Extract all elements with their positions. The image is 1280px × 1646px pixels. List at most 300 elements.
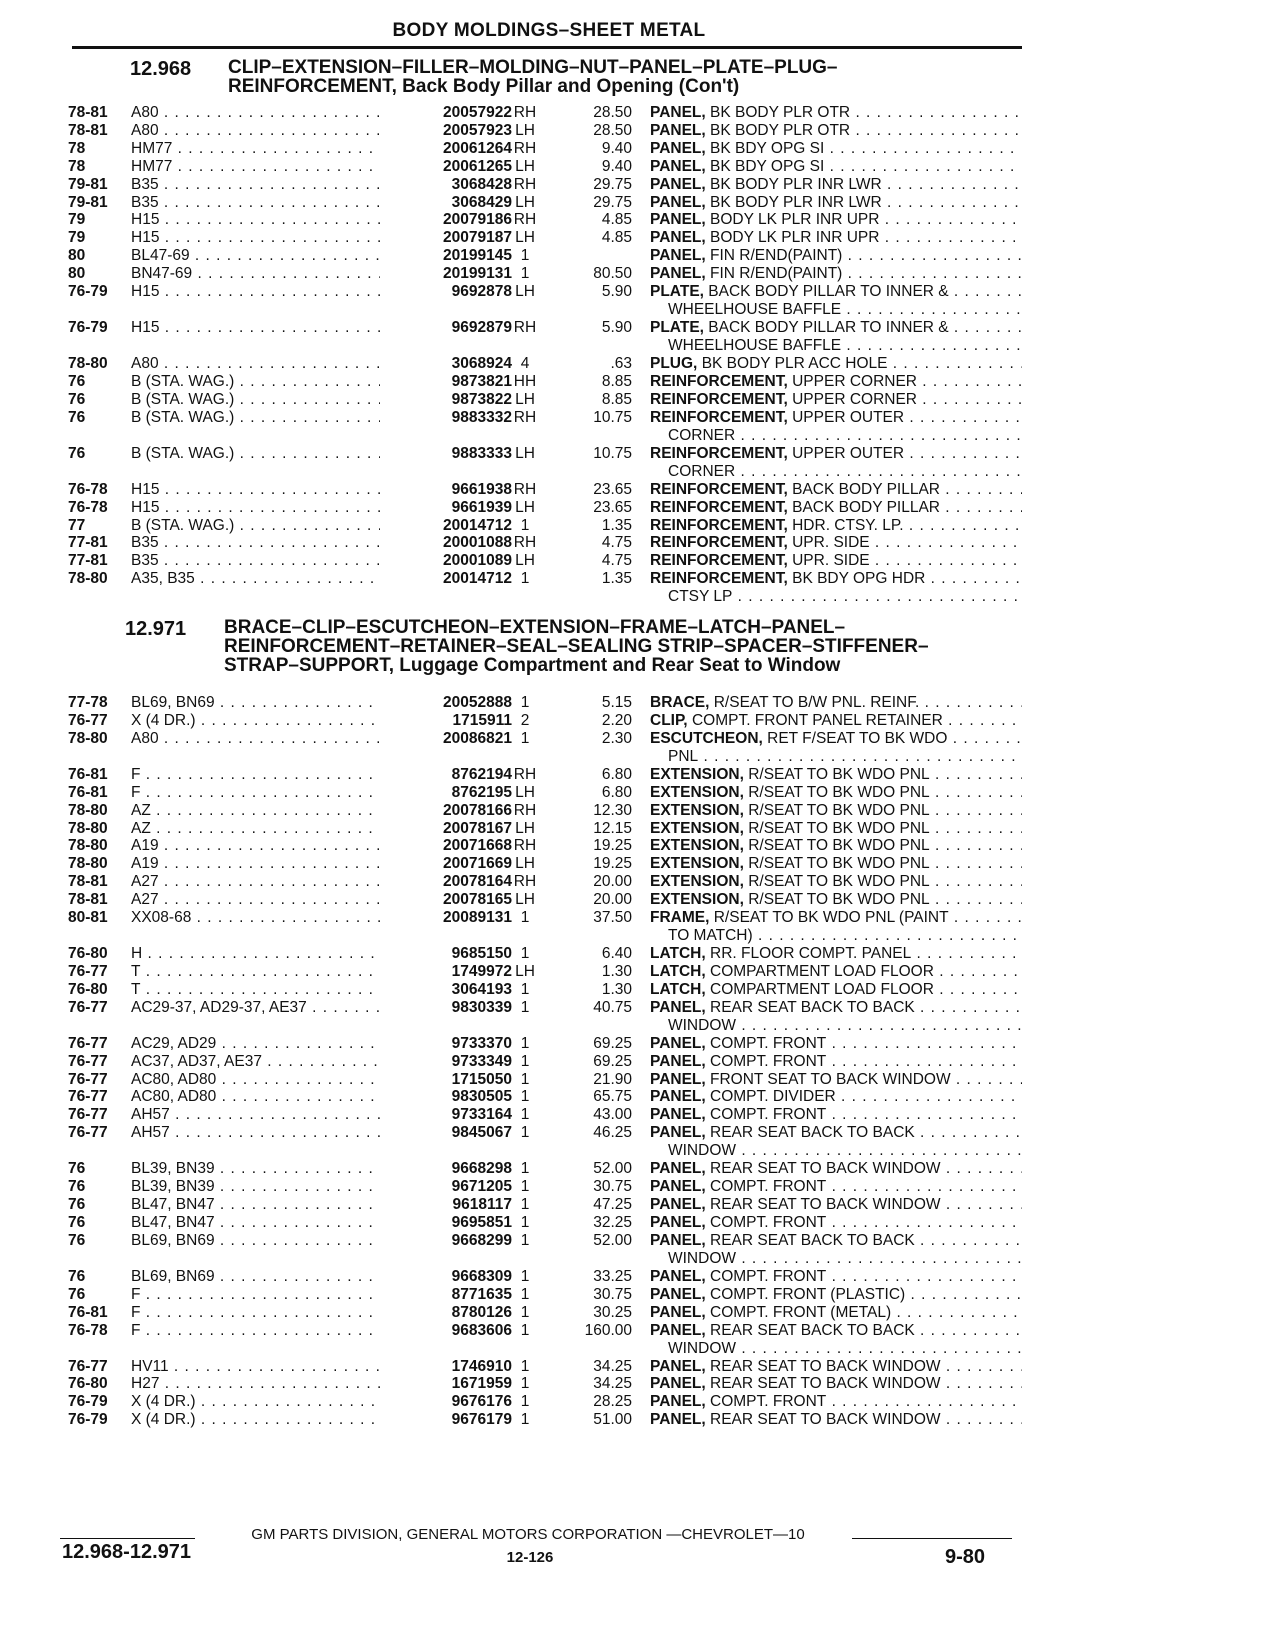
price-cell: 6.80	[601, 765, 632, 783]
model-cell: BL39, BN39 . . .	[131, 1160, 411, 1178]
description-heading: REINFORCEMENT,	[650, 408, 788, 426]
quantity-cell: 1	[520, 1267, 530, 1285]
table-row	[0, 1321, 1280, 1357]
part-number-cell: 9661938	[380, 481, 512, 499]
model-cell: BL47, BN47 . . .	[131, 1214, 411, 1232]
year-cell: 79	[68, 229, 86, 247]
part-number-cell: 1715911	[380, 712, 512, 730]
year-cell: 76-80	[68, 1375, 108, 1393]
model-cell: B35 . . .	[131, 534, 411, 552]
description-heading: REINFORCEMENT,	[650, 498, 788, 516]
table-row	[0, 158, 1280, 176]
model-cell: B (STA. WAG.) . . .	[131, 517, 411, 535]
year-cell: 79-81	[68, 175, 108, 193]
description-text: R/SEAT TO BK WDO PNL	[748, 837, 930, 855]
description-text: COMPT. FRONT	[710, 1267, 827, 1285]
quantity-cell: RH	[513, 408, 537, 426]
description-heading: LATCH,	[650, 945, 706, 962]
table-row	[0, 140, 1280, 158]
year-cell: 78-81	[68, 891, 108, 909]
price-cell: 8.85	[601, 390, 632, 408]
part-number-cell: 20061264	[380, 140, 512, 158]
description-heading: PANEL,	[650, 1160, 706, 1178]
price-cell: 80.50	[593, 265, 632, 283]
description-heading: REINFORCEMENT,	[650, 534, 788, 552]
model-cell: BL47, BN47 . . .	[131, 1196, 411, 1214]
description-cell	[650, 1286, 1022, 1304]
part-number-cell: 20078165	[380, 891, 512, 909]
description-heading: PANEL,	[650, 1285, 706, 1303]
description-heading: PANEL,	[650, 1357, 706, 1375]
description-text: UPR. SIDE	[792, 534, 870, 552]
quantity-cell: RH	[513, 139, 537, 157]
description-text: COMPARTMENT LOAD FLOOR	[710, 980, 934, 998]
price-cell: 37.50	[593, 909, 632, 926]
quantity-cell: 1	[520, 1178, 530, 1196]
part-number-cell: 20071668	[380, 837, 512, 855]
description-text: BK BODY PLR OTR	[710, 121, 851, 139]
model-cell: F . . .	[131, 1322, 411, 1340]
description-heading: PANEL,	[650, 1088, 706, 1106]
description-heading: EXTENSION,	[650, 801, 744, 819]
table-row	[0, 283, 1280, 318]
quantity-cell: 2	[520, 711, 530, 729]
model-cell: AZ . . .	[131, 820, 411, 838]
description-text: R/SEAT TO B/W PNL. REINF.	[713, 694, 920, 711]
year-cell: 78-80	[68, 819, 108, 837]
price-cell: 4.75	[601, 534, 632, 552]
part-number-cell: 9685150	[380, 945, 512, 963]
description-text: UPR. SIDE	[792, 552, 870, 570]
model-cell: BL69, BN69 . . .	[131, 1232, 411, 1250]
part-number-cell: 9676179	[380, 1411, 512, 1429]
description-text: R/SEAT TO BK WDO PNL	[748, 765, 930, 783]
table-row	[0, 534, 1280, 552]
price-cell: 8.85	[601, 372, 632, 390]
description-cell	[650, 1411, 1022, 1429]
model-cell: H15 . . .	[131, 211, 411, 229]
model-cell: XX08-68 . . .	[131, 909, 411, 927]
part-number-cell: 3064193	[380, 981, 512, 999]
description-text: BK BDY OPG SI	[710, 139, 825, 157]
model-cell: T . . .	[131, 963, 411, 981]
model-cell: B (STA. WAG.) . . .	[131, 391, 411, 409]
footer-group-range: 12.968-12.971	[62, 1541, 192, 1563]
description-cell	[650, 1071, 1022, 1089]
description-text: REAR SEAT BACK TO BACK	[710, 1231, 915, 1249]
description-text: REAR SEAT TO BACK WINDOW	[710, 1357, 941, 1375]
table-row	[0, 802, 1280, 820]
model-cell: BN47-69 . . .	[131, 265, 411, 283]
table-row	[0, 998, 1280, 1034]
description-text: R/SEAT TO BK WDO PNL	[748, 783, 930, 801]
description-cell	[650, 1124, 1022, 1142]
part-number-cell: 9830505	[380, 1088, 512, 1106]
year-cell: 76-77	[68, 1034, 108, 1052]
description-cell	[650, 1035, 1022, 1053]
model-cell: A80 . . .	[131, 730, 411, 748]
description-cell	[650, 140, 1022, 158]
price-cell: 32.25	[593, 1213, 632, 1231]
description-text: REAR SEAT BACK TO BACK	[710, 1124, 915, 1142]
description-heading: EXTENSION,	[650, 873, 744, 891]
table-row	[0, 211, 1280, 229]
description-text: COMPT. FRONT	[710, 1106, 827, 1124]
table-row	[0, 176, 1280, 194]
part-number-cell: 1746910	[380, 1358, 512, 1376]
description-continuation: CTSY LP . . .	[668, 588, 1022, 606]
quantity-cell: 1	[520, 980, 530, 998]
description-cell	[650, 981, 1022, 999]
year-cell: 76-79	[68, 1393, 108, 1411]
year-cell: 79	[68, 211, 86, 229]
table-row	[0, 694, 1280, 712]
description-heading: PANEL,	[650, 1321, 706, 1339]
table-row	[0, 1106, 1280, 1124]
section-number: 12.968	[130, 58, 192, 80]
table-row	[0, 1214, 1280, 1232]
price-cell: 28.25	[593, 1393, 632, 1411]
price-cell: 1.35	[601, 570, 632, 588]
table-row	[0, 963, 1280, 981]
part-number-cell: 9692878	[380, 283, 512, 301]
part-number-cell: 20061265	[380, 158, 512, 176]
model-cell: A80 . . .	[131, 122, 411, 140]
description-heading: PANEL,	[650, 1231, 706, 1249]
description-text: BACK BODY PILLAR	[792, 480, 940, 498]
description-cell	[650, 1196, 1022, 1214]
quantity-cell: 1	[520, 1321, 530, 1339]
quantity-cell: 1	[520, 1393, 530, 1411]
part-number-cell: 20078166	[380, 802, 512, 820]
year-cell: 76-79	[68, 319, 108, 336]
description-heading: PANEL,	[650, 1124, 706, 1142]
part-number-cell: 9883332	[380, 409, 512, 427]
table-row	[0, 909, 1280, 944]
description-text: REAR SEAT TO BACK WINDOW	[710, 1196, 941, 1213]
description-cell	[650, 1214, 1022, 1232]
table-row	[0, 229, 1280, 247]
table-row	[0, 1375, 1280, 1393]
description-cell	[650, 963, 1022, 981]
table-row	[0, 1178, 1280, 1196]
description-heading: ESCUTCHEON,	[650, 729, 763, 747]
quantity-cell: RH	[513, 801, 537, 819]
header-rule	[72, 46, 1022, 49]
description-heading: PANEL,	[650, 1267, 706, 1285]
quantity-cell: 1	[520, 1070, 530, 1088]
price-cell: 33.25	[593, 1267, 632, 1285]
description-text: REAR SEAT TO BACK WINDOW	[710, 1160, 941, 1178]
description-text: BK BODY PLR OTR	[710, 104, 851, 121]
model-cell: A19 . . .	[131, 837, 411, 855]
part-number-cell: 20079187	[380, 229, 512, 247]
description-heading: PLATE,	[650, 283, 704, 300]
table-row	[0, 1231, 1280, 1267]
year-cell: 78-80	[68, 855, 108, 873]
price-cell: 2.20	[601, 711, 632, 729]
quantity-cell: 1	[520, 1285, 530, 1303]
description-cell	[650, 694, 1022, 712]
quantity-cell: LH	[515, 891, 535, 909]
description-cell	[650, 766, 1022, 784]
year-cell: 76	[68, 390, 86, 408]
table-row	[0, 1071, 1280, 1089]
model-cell: X (4 DR.) . . .	[131, 1393, 411, 1411]
price-cell: 65.75	[593, 1088, 632, 1106]
quantity-cell: 1	[520, 1196, 530, 1213]
description-heading: PANEL,	[650, 1411, 706, 1429]
model-cell: F . . .	[131, 1286, 411, 1304]
section-title: CLIP–EXTENSION–FILLER–MOLDING–NUT–PANEL–PLATE–PLUG–REINFORCEMENT, Back Body Pillar and Opening (Con't)	[228, 57, 838, 97]
description-heading: EXTENSION,	[650, 855, 744, 873]
price-cell: 28.50	[593, 121, 632, 139]
part-number-cell: 3068924	[380, 355, 512, 373]
price-cell: 5.15	[601, 694, 632, 711]
year-cell: 76-77	[68, 1052, 108, 1070]
description-heading: PLATE,	[650, 319, 704, 336]
model-cell: A19 . . .	[131, 855, 411, 873]
description-text: UPPER CORNER	[792, 390, 917, 408]
description-text: R/SEAT TO BK WDO PNL	[748, 855, 930, 873]
year-cell: 78-80	[68, 729, 108, 747]
table-row	[0, 837, 1280, 855]
model-cell: X (4 DR.) . . .	[131, 1411, 411, 1429]
section-title: BRACE–CLIP–ESCUTCHEON–EXTENSION–FRAME–LATCH–PANEL–REINFORCEMENT–RETAINER–SEAL–SEALING STRIP–SPACER–STIFFENER–STRAP–SUPPORT, Luggage Compartment and Rear Seat to Window	[224, 617, 929, 676]
model-cell: X (4 DR.) . . .	[131, 712, 411, 730]
price-cell: 10.75	[593, 444, 632, 462]
description-heading: REINFORCEMENT,	[650, 570, 788, 588]
year-cell: 76-81	[68, 1303, 108, 1321]
description-heading: REINFORCEMENT,	[650, 444, 788, 462]
table-row	[0, 247, 1280, 265]
year-cell: 77	[68, 516, 86, 534]
description-heading: EXTENSION,	[650, 783, 744, 801]
year-cell: 76-77	[68, 962, 108, 980]
table-row	[0, 1124, 1280, 1160]
description-cell	[650, 481, 1022, 499]
part-number-cell: 9676176	[380, 1393, 512, 1411]
quantity-cell: 1	[520, 1231, 530, 1249]
price-cell: 69.25	[593, 1052, 632, 1070]
description-cell	[650, 730, 1022, 748]
price-cell: 21.90	[593, 1070, 632, 1088]
model-cell: B (STA. WAG.) . . .	[131, 373, 411, 391]
description-text: BK BDY OPG SI	[710, 157, 825, 175]
quantity-cell: 1	[520, 998, 530, 1016]
year-cell: 76	[68, 1196, 86, 1213]
description-text: FIN R/END(PAINT)	[710, 265, 843, 283]
description-cell	[650, 104, 1022, 122]
model-cell: HV11 . . .	[131, 1358, 411, 1376]
table-row	[0, 391, 1280, 409]
part-number-cell: 1671959	[380, 1375, 512, 1393]
description-cell	[650, 909, 1022, 927]
quantity-cell: RH	[513, 104, 537, 121]
year-cell: 76-77	[68, 998, 108, 1016]
footer-rule-right	[852, 1538, 1012, 1539]
price-cell: 5.90	[601, 283, 632, 300]
year-cell: 76	[68, 1178, 86, 1196]
quantity-cell: LH	[515, 444, 535, 462]
table-row	[0, 319, 1280, 354]
part-number-cell: 9618117	[380, 1196, 512, 1214]
model-cell: A27 . . .	[131, 891, 411, 909]
quantity-cell: 1	[520, 1357, 530, 1375]
quantity-cell: RH	[513, 175, 537, 193]
quantity-cell: LH	[515, 193, 535, 211]
model-cell: B35 . . .	[131, 176, 411, 194]
description-cell	[650, 891, 1022, 909]
description-cell	[650, 1268, 1022, 1286]
description-heading: PANEL,	[650, 175, 706, 193]
description-heading: PANEL,	[650, 247, 706, 265]
description-cell	[650, 1232, 1022, 1250]
part-number-cell: 9668299	[380, 1232, 512, 1250]
table-row	[0, 408, 1280, 444]
price-cell: 52.00	[593, 1231, 632, 1249]
description-heading: EXTENSION,	[650, 819, 744, 837]
part-number-cell: 20052888	[380, 694, 512, 712]
description-text: BACK BODY PILLAR TO INNER &	[708, 319, 949, 336]
description-text: RR. FLOOR COMPT. PANEL	[710, 945, 912, 962]
quantity-cell: RH	[513, 873, 537, 891]
description-cell	[650, 999, 1022, 1017]
year-cell: 76	[68, 1267, 86, 1285]
description-heading: REINFORCEMENT,	[650, 552, 788, 570]
description-text: BACK BODY PILLAR TO INNER &	[708, 283, 949, 300]
year-cell: 77-81	[68, 534, 108, 552]
description-text: REAR SEAT TO BACK WINDOW	[710, 1375, 941, 1393]
part-number-cell: 20057923	[380, 122, 512, 140]
model-cell: A35, B35 . . .	[131, 570, 411, 588]
price-cell: 5.90	[601, 319, 632, 336]
part-number-cell: 9661939	[380, 499, 512, 517]
part-number-cell: 9873821	[380, 373, 512, 391]
table-row	[0, 981, 1280, 999]
year-cell: 78-80	[68, 355, 108, 372]
description-heading: PANEL,	[650, 121, 706, 139]
price-cell: 40.75	[593, 998, 632, 1016]
part-number-cell: 9668298	[380, 1160, 512, 1178]
description-continuation: WINDOW . . .	[668, 1142, 1022, 1160]
part-number-cell: 20199145	[380, 247, 512, 265]
model-cell: AZ . . .	[131, 802, 411, 820]
description-cell	[650, 534, 1022, 552]
part-number-cell: 8762194	[380, 766, 512, 784]
table-row	[0, 1268, 1280, 1286]
quantity-cell: LH	[515, 229, 535, 247]
price-cell: 47.25	[593, 1196, 632, 1213]
model-cell: F . . .	[131, 784, 411, 802]
price-cell: .63	[610, 355, 632, 372]
description-text: UPPER CORNER	[792, 372, 917, 390]
table-row	[0, 729, 1280, 765]
price-cell: 30.75	[593, 1178, 632, 1196]
price-cell: 34.25	[593, 1375, 632, 1393]
price-cell: 29.75	[593, 193, 632, 211]
model-cell: H15 . . .	[131, 319, 411, 337]
description-text: R/SEAT TO BK WDO PNL	[748, 819, 930, 837]
table-row	[0, 1304, 1280, 1322]
year-cell: 76	[68, 408, 86, 426]
year-cell: 78-80	[68, 837, 108, 855]
description-text: R/SEAT TO BK WDO PNL	[748, 801, 930, 819]
description-heading: FRAME,	[650, 909, 710, 926]
model-cell: H27 . . .	[131, 1375, 411, 1393]
description-text: COMPT. FRONT PANEL RETAINER	[691, 711, 943, 729]
price-cell: 23.65	[593, 480, 632, 498]
table-row	[0, 855, 1280, 873]
description-text: BODY LK PLR INR UPR	[710, 211, 880, 229]
description-text: R/SEAT TO BK WDO PNL (PAINT	[713, 909, 949, 926]
quantity-cell: 1	[520, 1375, 530, 1393]
table-row	[0, 1286, 1280, 1304]
description-cell	[650, 1393, 1022, 1411]
year-cell: 76-80	[68, 980, 108, 998]
part-number-cell: 20001088	[380, 534, 512, 552]
description-cell	[650, 1375, 1022, 1393]
quantity-cell: 1	[520, 1303, 530, 1321]
description-heading: PANEL,	[650, 1213, 706, 1231]
quantity-cell: 1	[520, 265, 530, 283]
model-cell: H15 . . .	[131, 229, 411, 247]
part-number-cell: 9733349	[380, 1053, 512, 1071]
description-cell	[650, 265, 1022, 283]
table-row	[0, 945, 1280, 963]
footer-rule-left	[60, 1538, 195, 1539]
model-cell: F . . .	[131, 1304, 411, 1322]
price-cell: 4.85	[601, 229, 632, 247]
description-text: COMPT. FRONT	[710, 1393, 827, 1411]
description-heading: PANEL,	[650, 1303, 706, 1321]
quantity-cell: 1	[520, 1034, 530, 1052]
quantity-cell: LH	[515, 121, 535, 139]
description-cell	[650, 176, 1022, 194]
model-cell: T . . .	[131, 981, 411, 999]
description-text: COMPT. DIVIDER	[710, 1088, 836, 1106]
description-cell	[650, 820, 1022, 838]
model-cell: HM77 . . .	[131, 140, 411, 158]
model-cell: B35 . . .	[131, 194, 411, 212]
part-number-cell: 8771635	[380, 1286, 512, 1304]
model-cell: AC29, AD29 . . .	[131, 1035, 411, 1053]
table-row	[0, 784, 1280, 802]
year-cell: 76	[68, 1160, 86, 1178]
table-row	[0, 1393, 1280, 1411]
description-text: COMPT. FRONT	[710, 1178, 827, 1196]
price-cell: 4.75	[601, 552, 632, 570]
table-row	[0, 444, 1280, 480]
description-cell	[650, 784, 1022, 802]
table-row	[0, 194, 1280, 212]
description-cell	[650, 373, 1022, 391]
model-cell: AC29-37, AD29-37, AE37 . . .	[131, 999, 411, 1017]
model-cell: BL39, BN39 . . .	[131, 1178, 411, 1196]
year-cell: 76-80	[68, 945, 108, 962]
quantity-cell: 1	[520, 909, 530, 926]
description-text: REAR SEAT BACK TO BACK	[710, 1321, 915, 1339]
quantity-cell: 1	[520, 247, 530, 265]
quantity-cell: HH	[513, 372, 537, 390]
description-text: FIN R/END(PAINT)	[710, 247, 843, 265]
section-number: 12.971	[125, 618, 187, 640]
year-cell: 78-81	[68, 104, 108, 121]
footer-date: 9-80	[945, 1546, 986, 1568]
part-number-cell: 1749972	[380, 963, 512, 981]
description-cell	[650, 211, 1022, 229]
price-cell: 23.65	[593, 498, 632, 516]
